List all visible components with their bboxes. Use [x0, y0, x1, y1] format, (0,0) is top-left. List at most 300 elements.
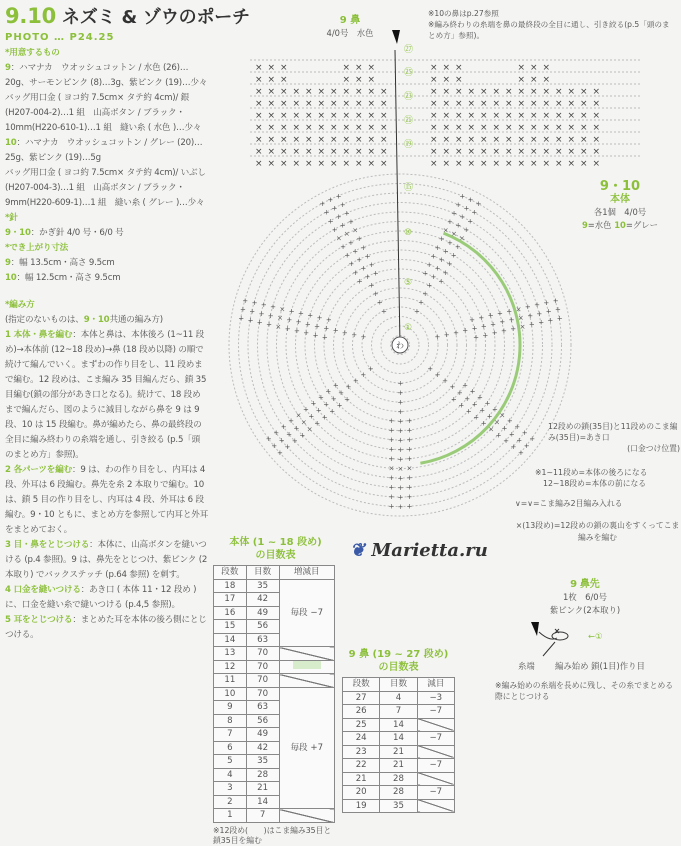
step-title: 4 口金を縫いつける — [5, 585, 81, 595]
stitch-mark: + — [323, 400, 330, 409]
stitch-x: × — [430, 159, 438, 169]
stitch-mark: + — [547, 316, 554, 325]
stitch-x: × — [530, 123, 538, 133]
table-cell: 2 — [214, 795, 247, 809]
stitch-x: × — [517, 159, 526, 169]
stitch-x: × — [430, 147, 438, 157]
stitch-mark: × — [279, 305, 286, 314]
stitch-mark: × — [336, 234, 342, 243]
table-cell: 6 — [214, 741, 247, 755]
table-cell: 7 — [380, 705, 417, 719]
stitch-mark: + — [524, 303, 531, 312]
stitch-mark: + — [406, 502, 413, 511]
stitch-mark: + — [352, 247, 359, 256]
stitch-mark: + — [278, 436, 285, 445]
stitch-x: × — [480, 135, 488, 145]
stitch-mark: + — [249, 307, 256, 316]
stitch-mark: × — [352, 226, 359, 235]
row13-legend: ×(13段め)=12段めの鎖の裏山をすくってこま編みを編む — [515, 521, 680, 542]
stitch-mark: + — [348, 238, 354, 247]
stitch-mark: + — [487, 311, 494, 320]
stitch-mark: × — [517, 314, 524, 322]
column-header: 目数 — [246, 566, 279, 580]
stitch-mark: + — [406, 455, 413, 464]
stitch-mark: + — [388, 502, 395, 511]
stitch-mark: + — [294, 327, 300, 336]
stitch-x: × — [280, 99, 288, 109]
stitch-mark: + — [503, 437, 509, 446]
stitch-x: × — [330, 87, 338, 97]
stitch-mark: + — [536, 309, 543, 318]
stitch-x: × — [442, 135, 451, 145]
stitch-x: × — [367, 99, 376, 109]
stitch-x: × — [592, 123, 601, 133]
stitch-mark: + — [343, 209, 350, 218]
stitch-mark: + — [508, 316, 515, 325]
stitch-mark: + — [490, 320, 496, 329]
table-row — [343, 718, 455, 732]
stitch-mark: + — [388, 445, 395, 454]
stitch-x: × — [380, 111, 388, 121]
stitch-mark: × — [406, 464, 413, 473]
stitch-x: × — [355, 147, 363, 157]
stitch-mark: + — [458, 401, 465, 410]
stitch-mark: + — [260, 301, 267, 310]
stitch-mark: + — [497, 309, 503, 318]
stitch-x: × — [342, 123, 351, 133]
nose-chart-title: 9 鼻 4/0号 水色 — [326, 15, 374, 38]
stitch-mark: + — [325, 387, 332, 396]
table-cell: 18 — [214, 579, 247, 593]
stitch-x: × — [467, 159, 476, 169]
stitch-x: × — [317, 123, 326, 133]
table-cell: 15 — [214, 620, 247, 634]
stitch-x: × — [530, 159, 538, 169]
stitch-mark: + — [397, 503, 404, 511]
stitch-x: × — [367, 75, 376, 85]
stitch-x: × — [267, 159, 276, 169]
stitch-mark: + — [273, 429, 280, 438]
table-cell: 7 — [246, 809, 279, 823]
stitch-x: × — [330, 123, 338, 133]
table-cell: 63 — [246, 633, 279, 647]
blank-cell — [417, 718, 454, 732]
table-cell: 14 — [380, 732, 417, 746]
table-row — [343, 786, 455, 800]
stitch-x: × — [542, 135, 551, 145]
stitch-mark: + — [242, 296, 249, 305]
stitch-x: × — [367, 111, 376, 121]
stitch-mark: + — [397, 379, 404, 388]
stitch-x: × — [567, 99, 576, 109]
stitch-x: × — [492, 135, 501, 145]
stitch-mark: × — [277, 314, 283, 322]
stitch-mark: + — [251, 299, 258, 307]
stitch-x: × — [580, 147, 588, 157]
stitch-mark: + — [545, 307, 552, 316]
table-cell: 70 — [246, 647, 279, 661]
stitch-mark: + — [270, 303, 276, 312]
stitch-x: × — [430, 111, 438, 121]
table-cell: 10 — [214, 687, 247, 701]
stitch-x: × — [542, 99, 551, 109]
stitch-x: × — [317, 135, 326, 145]
stitch-x: × — [355, 99, 363, 109]
stitch-mark: + — [388, 417, 395, 425]
stitch-x: × — [292, 159, 301, 169]
table-cell: 11 — [214, 674, 247, 688]
stitch-x: × — [355, 159, 363, 169]
method-step — [5, 538, 208, 583]
step-text: ：本体と鼻は、本体後ろ (1~11 段め)→本体前 (12~18 段め)→鼻 (18 段め以降) の順で続けて編んでいく。まずわの作り目をし、11 段めまで編む。12 段めは、こま編み 35 目編んだら、鎖 35 目編む(鎖の部分があき口となる)。続けて、18 段めまで編んだら、図のように減目しながら鼻を 9 は 9 段、10 は 15 段編む。鼻が編めたら、鼻の最終段の全目に編み終わりの糸端を通し、引き絞る (p.5「頭のまとめ方」参照)。 — [5, 330, 207, 460]
stitch-x: × — [330, 135, 338, 145]
stitch-x: × — [492, 111, 501, 121]
stitch-x: × — [342, 159, 351, 169]
stitch-mark: + — [510, 443, 517, 452]
stitch-mark: + — [422, 290, 429, 299]
stitch-mark: + — [258, 309, 265, 318]
blank-cell — [417, 799, 454, 813]
stitch-mark: + — [455, 200, 462, 209]
stitch-mark: + — [406, 426, 413, 435]
stitch-x: × — [592, 111, 601, 121]
method-step — [5, 613, 208, 643]
row-number: ⑤ — [404, 278, 413, 288]
step-title: 3 目・鼻をとじつける — [5, 540, 90, 550]
start-line — [395, 50, 400, 345]
stitch-x: × — [530, 87, 538, 97]
body-chart-title: 9・10 本体 各1個 4/0号 9=水色 10=グレー — [581, 179, 659, 230]
stitch-x: × — [355, 135, 363, 145]
stitch-x: × — [442, 99, 451, 109]
stitch-mark: + — [388, 483, 395, 492]
table-header — [214, 566, 335, 580]
stitch-mark: + — [397, 446, 404, 454]
stitch-x: × — [267, 111, 276, 121]
table-cell: 26 — [343, 705, 380, 719]
stitch-x: × — [255, 147, 263, 157]
stitch-mark: × — [343, 230, 350, 239]
stitch-mark: + — [552, 296, 559, 305]
stitch-mark: + — [339, 200, 346, 209]
table-cell: 14 — [214, 633, 247, 647]
stitch-mark: × — [397, 465, 404, 473]
stitch-mark: + — [427, 365, 434, 374]
nose-stitch-table: 9 鼻 (19 ~ 27 段め) の目数表 段数 目数 減目 27 4 −3 26 7 −7 25 14 24 14 −7 23 21 22 21 −7 21 28 20 28 −7 19 35 — [342, 648, 455, 813]
stitch-mark: + — [538, 318, 545, 327]
stitch-x: × — [530, 63, 538, 73]
table-cell: 13 — [214, 647, 247, 661]
stitch-x: × — [517, 75, 526, 85]
stitch-x: × — [492, 147, 501, 157]
stitch-x: × — [567, 111, 576, 121]
method-intro: (指定のないものは、9・10共通の編み方) — [5, 315, 163, 325]
stitch-x: × — [555, 111, 563, 121]
page-title: 9.10 ネズミ & ゾウのポーチ — [5, 4, 250, 28]
stitch-mark: + — [492, 405, 498, 414]
table-cell: −3 — [417, 691, 454, 705]
table-cell: 28 — [380, 772, 417, 786]
stitch-mark: + — [314, 322, 320, 331]
stitch-x: × — [555, 159, 563, 169]
stitch-x: × — [555, 87, 563, 97]
stitch-x: × — [280, 159, 288, 169]
table-header — [343, 678, 455, 692]
stitch-mark: + — [480, 419, 487, 428]
stitch-x: × — [367, 159, 376, 169]
stitch-x: × — [530, 75, 538, 85]
stitch-x: × — [442, 63, 451, 73]
stitch-x: × — [580, 111, 588, 121]
column-header: 段数 — [214, 566, 247, 580]
stitch-mark: × — [442, 226, 449, 235]
stitch-mark: + — [555, 305, 561, 314]
stitch-mark: + — [331, 225, 338, 234]
table-row — [214, 674, 335, 688]
stitch-mark: + — [450, 395, 457, 404]
stitch-mark: + — [430, 273, 437, 281]
stitch-mark: + — [443, 330, 450, 339]
stitch-mark: + — [499, 318, 506, 327]
stitch-mark: + — [478, 313, 485, 322]
tip-marker: ←① — [588, 631, 603, 641]
stitch-x: × — [317, 111, 326, 121]
stitch-x: × — [292, 87, 301, 97]
table-cell: 8 — [214, 714, 247, 728]
stitch-mark: + — [388, 474, 395, 483]
stitch-x: × — [517, 123, 526, 133]
stitch-mark: + — [335, 213, 342, 222]
stitch-x: × — [305, 123, 313, 133]
stitch-mark: + — [348, 260, 355, 269]
stitch-mark: + — [528, 320, 535, 329]
stitch-x: × — [480, 111, 488, 121]
stitch-mark: + — [299, 431, 306, 440]
stitch-x: × — [330, 159, 338, 169]
stitch-x: × — [480, 159, 488, 169]
table-row — [214, 687, 335, 701]
nose-notes: ※10の鼻はp.27参照 ※編み終わりの糸端を鼻の最終段の全目に通し、引き絞る(p.5「頭のまとめ方」参照)。 — [428, 9, 670, 40]
stitch-mark: + — [446, 260, 453, 269]
table-cell: 70 — [246, 687, 279, 701]
stitch-x: × — [505, 159, 513, 169]
stitch-mark: + — [284, 325, 291, 333]
stitch-x: × — [255, 135, 263, 145]
stitch-mark: + — [314, 419, 321, 428]
stitch-x: × — [267, 63, 276, 73]
stitch-mark: + — [455, 221, 462, 230]
blank-cell — [417, 745, 454, 759]
stitch-mark: + — [310, 399, 317, 408]
stitch-x: × — [517, 63, 526, 73]
stitch-x: × — [280, 87, 288, 97]
stitch-x: × — [305, 159, 313, 169]
stitch-mark: + — [471, 400, 478, 409]
materials-10-parts: バッグ用口金 ( ヨコ約 7.5cm× タテ約 4cm)/ いぶし (H207-004-3)…1 組 山高ボタン / ブラック・9mm(H220-609-1)…1 組 縫い糸 ( グレー )…少々 — [5, 168, 206, 208]
table-cell: 23 — [343, 745, 380, 759]
table-row — [343, 772, 455, 786]
stitch-mark: + — [388, 436, 395, 445]
stitch-mark: + — [442, 377, 448, 385]
stitch-x: × — [292, 123, 301, 133]
stitch-mark: + — [327, 196, 334, 204]
stitch-x: × — [542, 159, 551, 169]
stitch-mark: + — [529, 435, 536, 443]
stitch-mark: + — [467, 196, 474, 204]
table-row — [343, 799, 455, 813]
stitch-x: × — [542, 75, 551, 85]
column-header: 目数 — [380, 678, 417, 692]
stitch-mark: × — [499, 411, 506, 420]
stitch-mark: + — [491, 329, 498, 338]
stitch-mark: × — [275, 322, 282, 331]
stitch-mark: + — [523, 442, 530, 451]
stitch-mark: + — [368, 281, 375, 290]
stitch-x: × — [317, 87, 326, 97]
stitch-mark: × — [519, 322, 526, 331]
stitch-x: × — [580, 135, 588, 145]
stitch-x: × — [267, 123, 276, 133]
table-cell: 7 — [214, 728, 247, 742]
stitch-mark: + — [291, 437, 298, 446]
stitch-mark: + — [406, 493, 413, 502]
table-row — [214, 647, 335, 661]
stitch-x: × — [567, 87, 576, 97]
photo-ref: PHOTO … P24.25 — [5, 32, 115, 43]
table-cell: 21 — [380, 745, 417, 759]
stitch-x: × — [342, 75, 351, 85]
stitch-mark: + — [397, 417, 404, 426]
stitch-mark: + — [368, 261, 375, 269]
stitch-mark: + — [434, 264, 441, 273]
stitch-x: × — [455, 135, 463, 145]
stitch-x: × — [267, 147, 276, 157]
size-9: 9：幅 13.5cm・高さ 9.5cm — [5, 258, 115, 268]
blank-cell — [279, 674, 335, 688]
stitch-mark: + — [434, 333, 441, 341]
stitch-mark: + — [308, 412, 315, 421]
stitch-x: × — [555, 135, 563, 145]
stitch-mark: + — [352, 268, 359, 277]
stitch-mark: + — [397, 493, 404, 502]
stitch-mark: + — [442, 268, 449, 277]
column-header: 段数 — [343, 678, 380, 692]
stitch-mark: + — [360, 243, 367, 252]
stitch-mark: + — [447, 218, 453, 226]
stitch-mark: + — [288, 417, 294, 426]
increase-legend: ∨=∨=こま編み2目編み入れる — [515, 499, 623, 508]
materials-10: 10：ハマナカ ウオッシュコットン / グレー (20)…25g、紫ピンク (19)…5g — [5, 138, 203, 163]
table-cell: 22 — [343, 759, 380, 773]
stitch-mark: + — [376, 298, 383, 307]
size-heading: *でき上がり寸法 — [5, 243, 69, 253]
stitch-mark: + — [321, 413, 328, 422]
stitch-mark: + — [442, 247, 449, 256]
stitch-mark: + — [348, 218, 354, 226]
stitch-mark: + — [315, 406, 322, 415]
stitch-mark: + — [438, 235, 445, 244]
needle-heading: *針 — [5, 213, 18, 223]
stitch-x: × — [317, 99, 326, 109]
tip-start-label: 編み始め 鎖(1目)作り目 — [555, 661, 645, 671]
method-steps — [5, 328, 208, 643]
stitch-mark: + — [340, 243, 346, 251]
stitch-mark: + — [495, 431, 502, 440]
stitch-x: × — [517, 87, 526, 97]
stitch-x: × — [567, 135, 576, 145]
stitch-mark: + — [406, 483, 413, 492]
blank-cell — [279, 809, 335, 823]
stitch-mark: + — [344, 395, 350, 404]
stitch-mark: + — [341, 328, 348, 337]
stitch-mark: + — [397, 484, 404, 492]
stitch-mark: × — [306, 425, 313, 434]
stitch-x: × — [380, 147, 388, 157]
stitch-x: × — [567, 147, 576, 157]
stitch-mark: + — [335, 192, 342, 201]
stitch-mark: + — [467, 217, 474, 226]
stitch-x: × — [342, 63, 351, 73]
table-row — [343, 732, 455, 746]
stitch-mark: + — [307, 311, 314, 320]
stitch-mark: + — [397, 455, 404, 464]
stitch-x: × — [480, 147, 488, 157]
stitch-mark: + — [434, 243, 441, 252]
stitch-x: × — [442, 75, 451, 85]
stitch-mark: + — [312, 331, 319, 340]
table-cell: 20 — [343, 786, 380, 800]
stitch-mark: + — [414, 307, 420, 316]
stitch-x: × — [492, 87, 501, 97]
needle-text: 9・10：かぎ針 4/0 号・6/0 号 — [5, 228, 124, 238]
stitch-mark: + — [280, 423, 287, 432]
method-step — [5, 463, 208, 538]
stitch-x: × — [367, 63, 376, 73]
stitch-x: × — [355, 63, 363, 73]
stitch-mark: + — [453, 328, 459, 337]
stitch-mark: + — [506, 417, 513, 426]
stitch-x: × — [442, 159, 451, 169]
stitch-mark: + — [388, 426, 395, 435]
stitch-x: × — [317, 159, 326, 169]
table-cell: 5 — [214, 755, 247, 769]
stitch-mark: × — [300, 418, 307, 427]
step-title: 1 本体・鼻を編む — [5, 330, 73, 340]
stitch-x: × — [592, 87, 601, 97]
nose-tip-chart — [525, 620, 585, 658]
stitch-mark: + — [534, 301, 540, 310]
stitch-x: × — [380, 159, 388, 169]
stitch-x: × — [355, 87, 363, 97]
stitch-mark: + — [501, 424, 508, 433]
stitch-mark: + — [469, 387, 476, 396]
stitch-mark: + — [397, 398, 404, 407]
table-cell: −7 — [417, 732, 454, 746]
stitch-x: × — [517, 135, 526, 145]
stitch-mark: + — [454, 243, 461, 251]
stitch-mark: + — [388, 455, 395, 464]
stitch-x: × — [592, 99, 601, 109]
body-stitch-table: 本体 (1 ~ 18 段め) の目数表 段数 目数 増減目 18 35 毎段 −7 17 42 16 49 15 56 14 63 13 70 12 70 11 70 10 70 毎段 +7 9 63 8 56 7 49 6 42 5 35 4 28 3 21 2 14 1 7 ※12段め( )はこま編み35目と鎖35目を編む — [213, 536, 338, 846]
stitch-mark: + — [345, 383, 352, 391]
stitch-x: × — [342, 135, 351, 145]
stitch-x: × — [380, 135, 388, 145]
stitch-x: × — [455, 99, 463, 109]
stitch-mark: + — [471, 324, 478, 333]
stitch-mark: + — [556, 314, 563, 323]
table-cell: 63 — [246, 701, 279, 715]
blank-cell — [417, 772, 454, 786]
